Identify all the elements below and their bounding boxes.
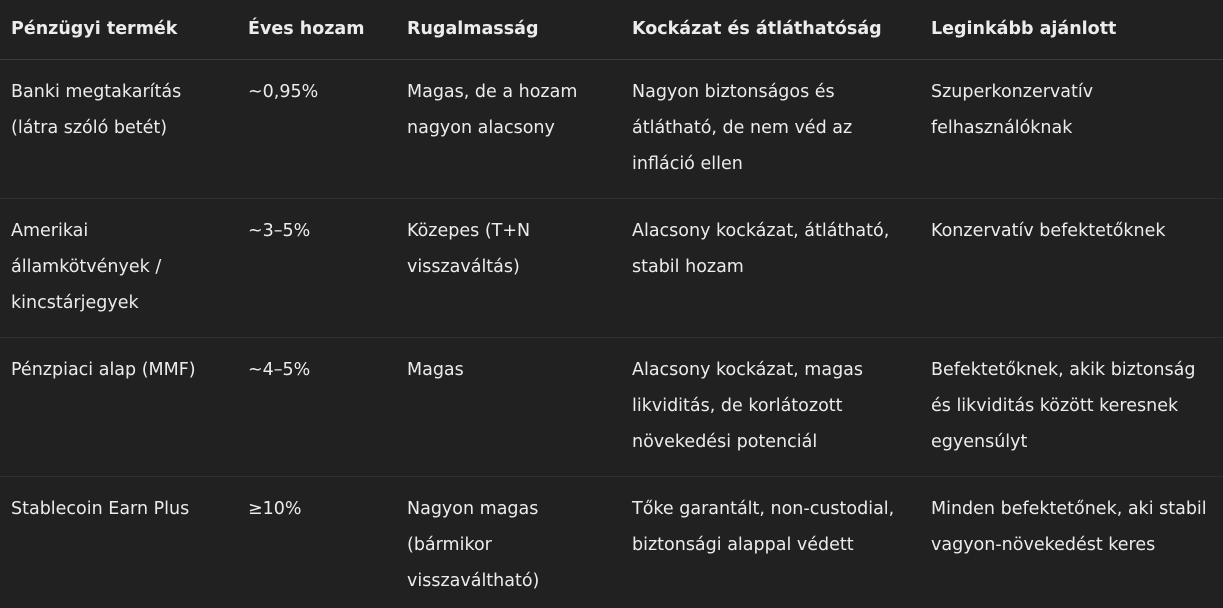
header-annual-yield: Éves hozam (248, 19, 365, 39)
cell-flexibility: Nagyon magas (bármikor visszaváltható) (407, 499, 540, 591)
header-row (0, 0, 1223, 60)
cell-product: Pénzpiaci alap (MMF) (11, 360, 196, 380)
cell-product: Stablecoin Earn Plus (11, 499, 190, 519)
header-product: Pénzügyi termék (11, 19, 178, 39)
cell-recommended-for: Konzervatív befektetőknek (931, 221, 1166, 241)
table-row (0, 199, 1223, 338)
header-flexibility: Rugalmasság (407, 19, 539, 39)
header-risk-transparency: Kockázat és átláthatóság (632, 19, 882, 39)
header-recommended-for: Leginkább ajánlott (931, 19, 1117, 39)
cell-flexibility: Magas, de a hozam nagyon alacsony (407, 82, 578, 138)
table-header (0, 0, 1223, 60)
cell-flexibility: Magas (407, 360, 464, 380)
cell-risk-transparency: Tőke garantált, non-custodial, biztonsági alappal védett (632, 499, 895, 555)
cell-recommended-for: Minden befektetőnek, aki stabil vagyon-növekedést keres (931, 499, 1207, 555)
cell-annual-yield: ~3–5% (248, 221, 311, 241)
table-body (0, 60, 1223, 607)
cell-annual-yield: ~4–5% (248, 360, 311, 380)
cell-product: Amerikai államkötvények / kincstárjegyek (11, 221, 162, 313)
table-row (0, 60, 1223, 199)
cell-recommended-for: Szuperkonzervatív felhasználóknak (931, 82, 1094, 138)
cell-risk-transparency: Alacsony kockázat, magas likviditás, de korlátozott növekedési potenciál (632, 360, 864, 452)
cell-annual-yield: ~0,95% (248, 82, 319, 102)
cell-risk-transparency: Alacsony kockázat, átlátható, stabil hozam (632, 221, 890, 277)
cell-annual-yield: ≥10% (248, 499, 302, 519)
cell-recommended-for: Befektetőknek, akik biztonság és likviditás között keresnek egyensúlyt (931, 360, 1196, 452)
cell-risk-transparency: Nagyon biztonságos és átlátható, de nem véd az infláció ellen (632, 82, 853, 174)
table-row (0, 338, 1223, 477)
cell-flexibility: Közepes (T+N visszaváltás) (407, 221, 531, 277)
table-row (0, 477, 1223, 607)
cell-product: Banki megtakarítás (látra szóló betét) (11, 82, 182, 138)
